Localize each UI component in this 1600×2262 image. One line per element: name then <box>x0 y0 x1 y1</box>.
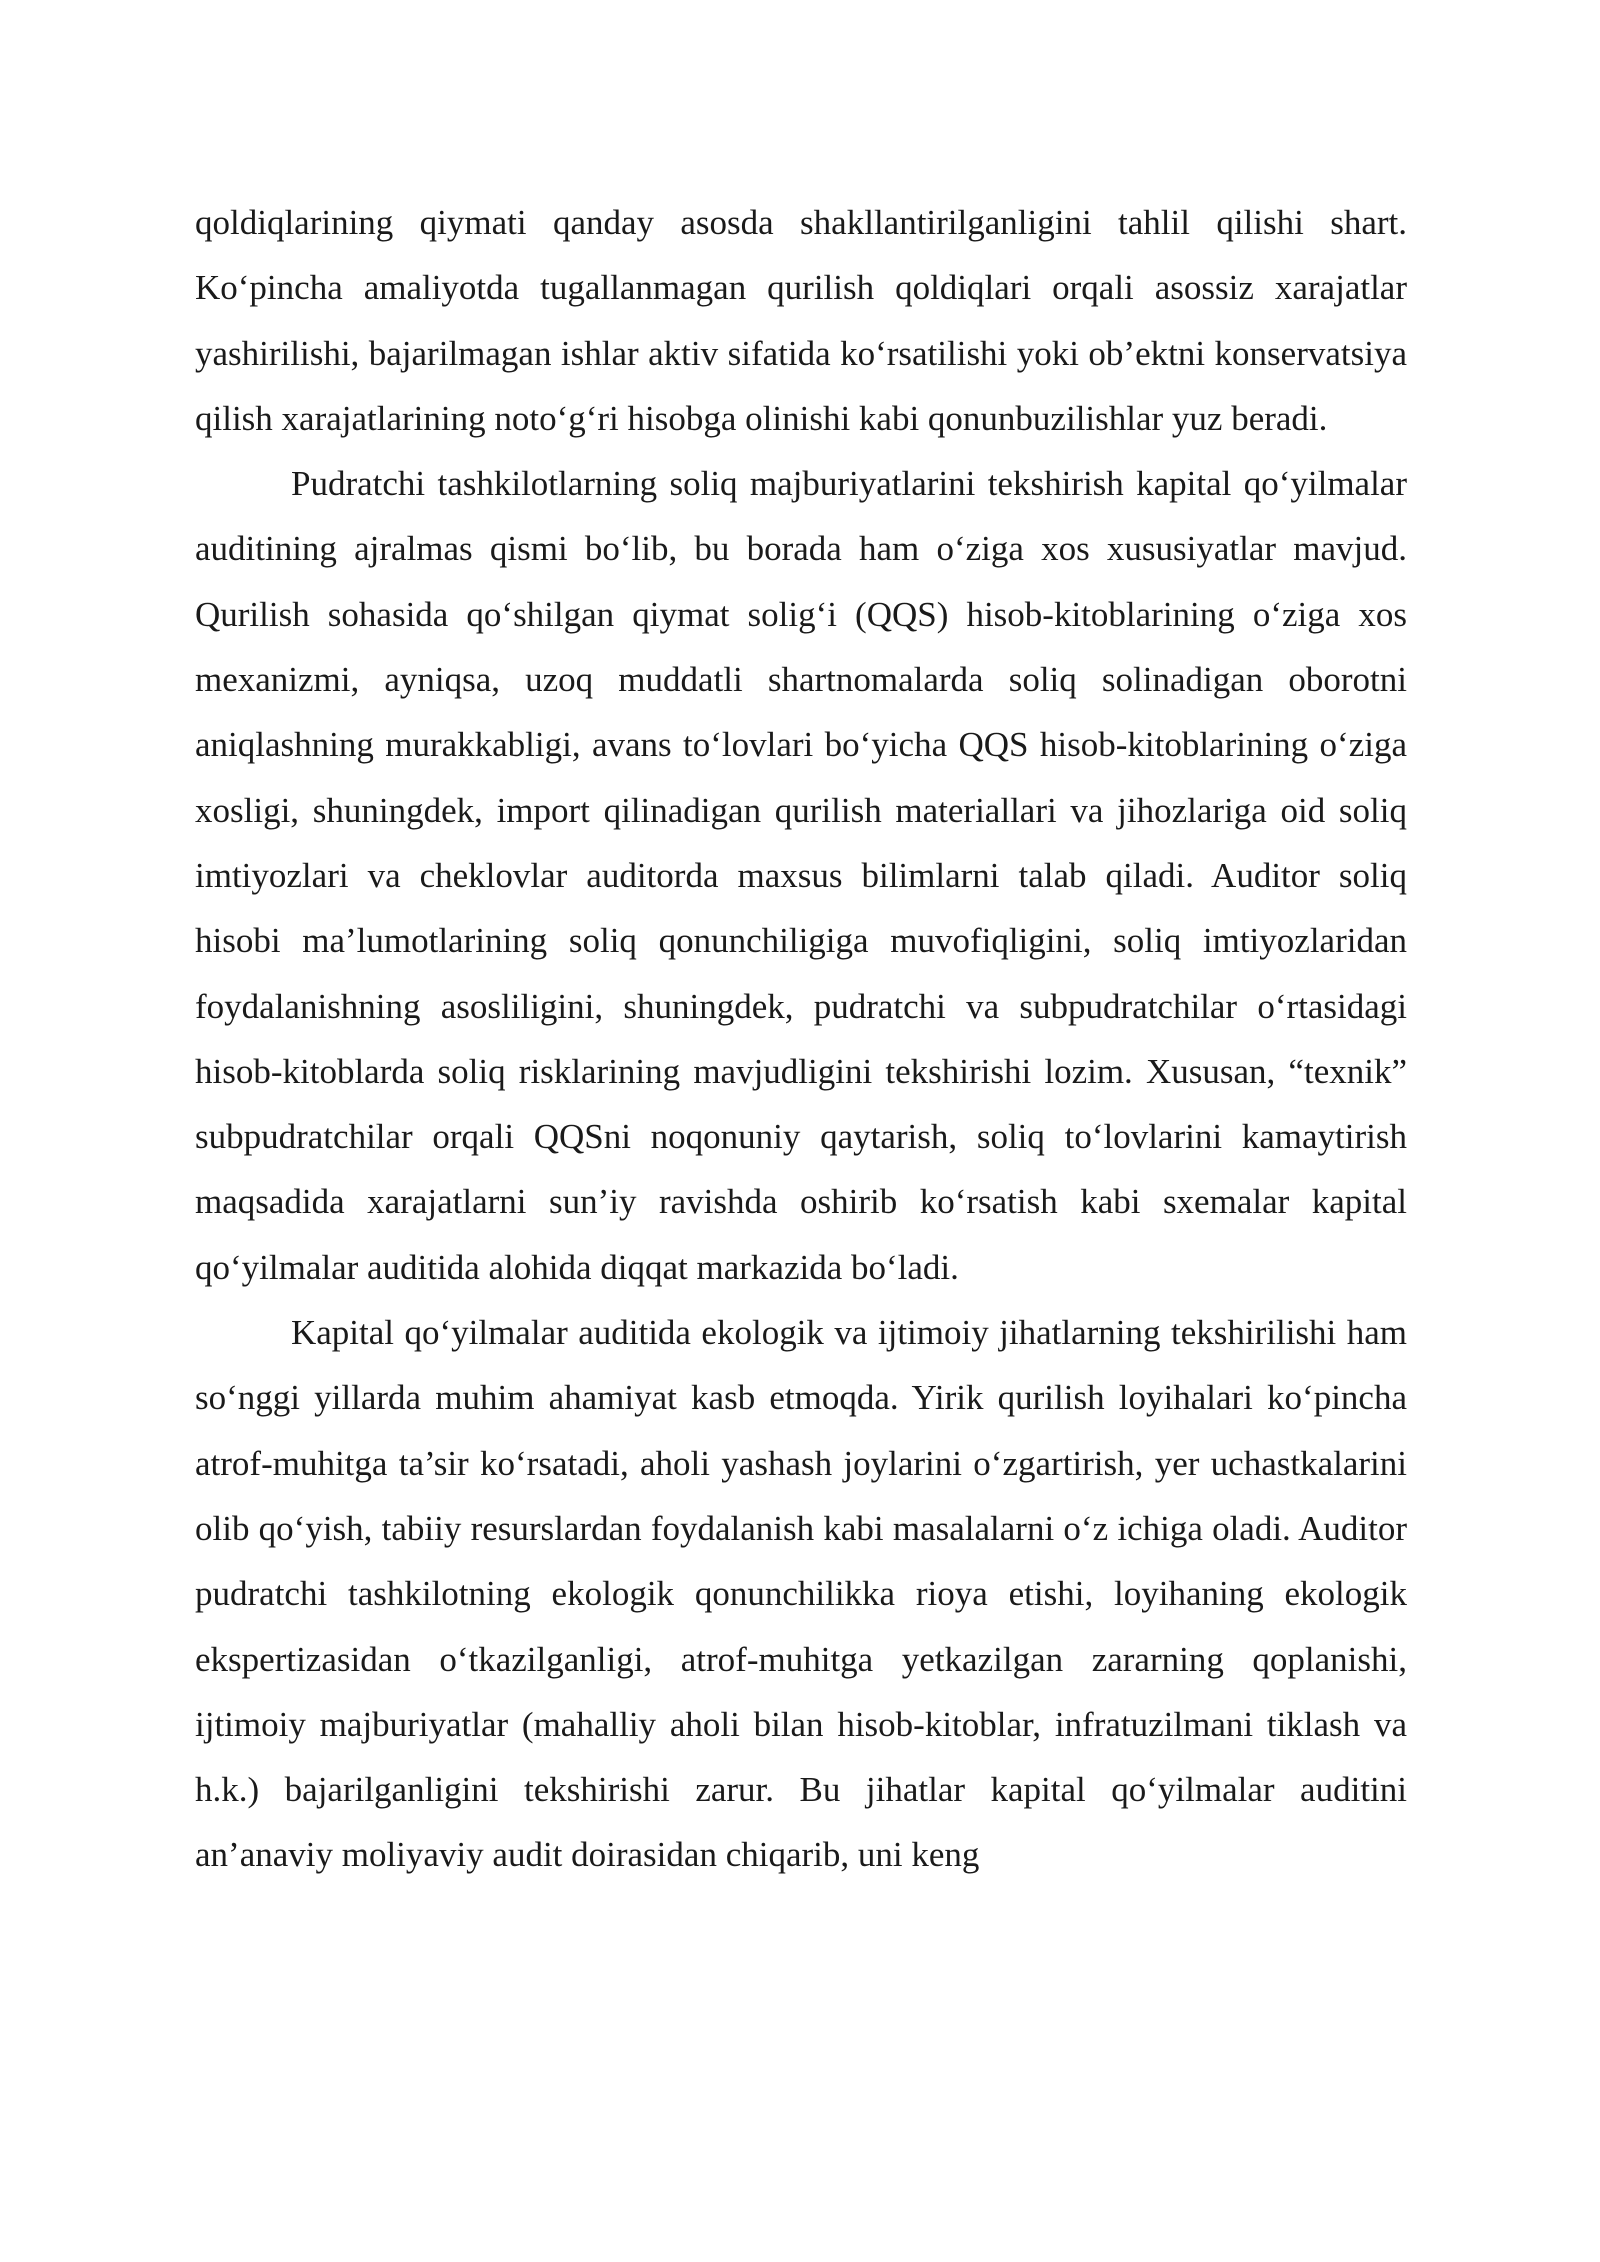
paragraph-continuation: qoldiqlarining qiymati qanday asosda shakllantirilganligini tahlil qilishi shart. Ko‘pincha amaliyotda tugallanmagan qurilish qoldiqlari orqali asossiz xarajatlar yashirilishi, bajarilmagan ishlar aktiv sifatida ko‘rsatilishi yoki ob’ektni konservatsiya qilish xarajatlarining noto‘g‘ri hisobga olinishi kabi qonunbuzilishlar yuz beradi. <box>195 203 1407 438</box>
paragraph-ecological-social: Kapital qo‘yilmalar auditida ekologik va ijtimoiy jihatlarning tekshirilishi ham so‘nggi yillarda muhim ahamiyat kasb etmoqda. Yirik qurilish loyihalari ko‘pincha atrof-muhitga ta’sir ko‘rsatadi, aholi yashash joylarini o‘zgartirish, yer uchastkalarini olib qo‘yish, tabiiy resurslardan foydalanish kabi masalalarni o‘z ichiga oladi. Auditor pudratchi tashkilotning ekologik qonunchilikka rioya etishi, loyihaning ekologik ekspertizasidan o‘tkazilganligi, atrof-muhitga yetkazilgan zararning qoplanishi, ijtimoiy majburiyatlar (mahalliy aholi bilan hisob-kitoblar, infratuzilmani tiklash va h.k.) bajarilganligini tekshirishi zarur. Bu jihatlar kapital qo‘yilmalar auditini an’anaviy moliyaviy audit doirasidan chiqarib, uni keng <box>195 1313 1407 1875</box>
paragraph-tax-obligations: Pudratchi tashkilotlarning soliq majburiyatlarini tekshirish kapital qo‘yilmalar auditining ajralmas qismi bo‘lib, bu borada ham o‘ziga xos xususiyatlar mavjud. Qurilish sohasida qo‘shilgan qiymat solig‘i (QQS) hisob-kitoblarining o‘ziga xos mexanizmi, ayniqsa, uzoq muddatli shartnomalarda soliq solinadigan oborotni aniqlashning murakkabligi, avans to‘lovlari bo‘yicha QQS hisob-kitoblarining o‘ziga xosligi, shuningdek, import qilinadigan qurilish materiallari va jihozlariga oid soliq imtiyozlari va cheklovlar auditorda maxsus bilimlarni talab qiladi. Auditor soliq hisobi ma’lumotlarining soliq qonunchiligiga muvofiqligini, soliq imtiyozlaridan foydalanishning asosliligini, shuningdek, pudratchi va subpudratchilar o‘rtasidagi hisob-kitoblarda soliq risklarining mavjudligini tekshirishi lozim. Xususan, “texnik” subpudratchilar orqali QQSni noqonuniy qaytarish, soliq to‘lovlarini kamaytirish maqsadida xarajatlarni sun’iy ravishda oshirib ko‘rsatish kabi sxemalar kapital qo‘yilmalar auditida alohida diqqat markazida bo‘ladi. <box>195 464 1407 1287</box>
body-text <box>195 190 1407 1888</box>
